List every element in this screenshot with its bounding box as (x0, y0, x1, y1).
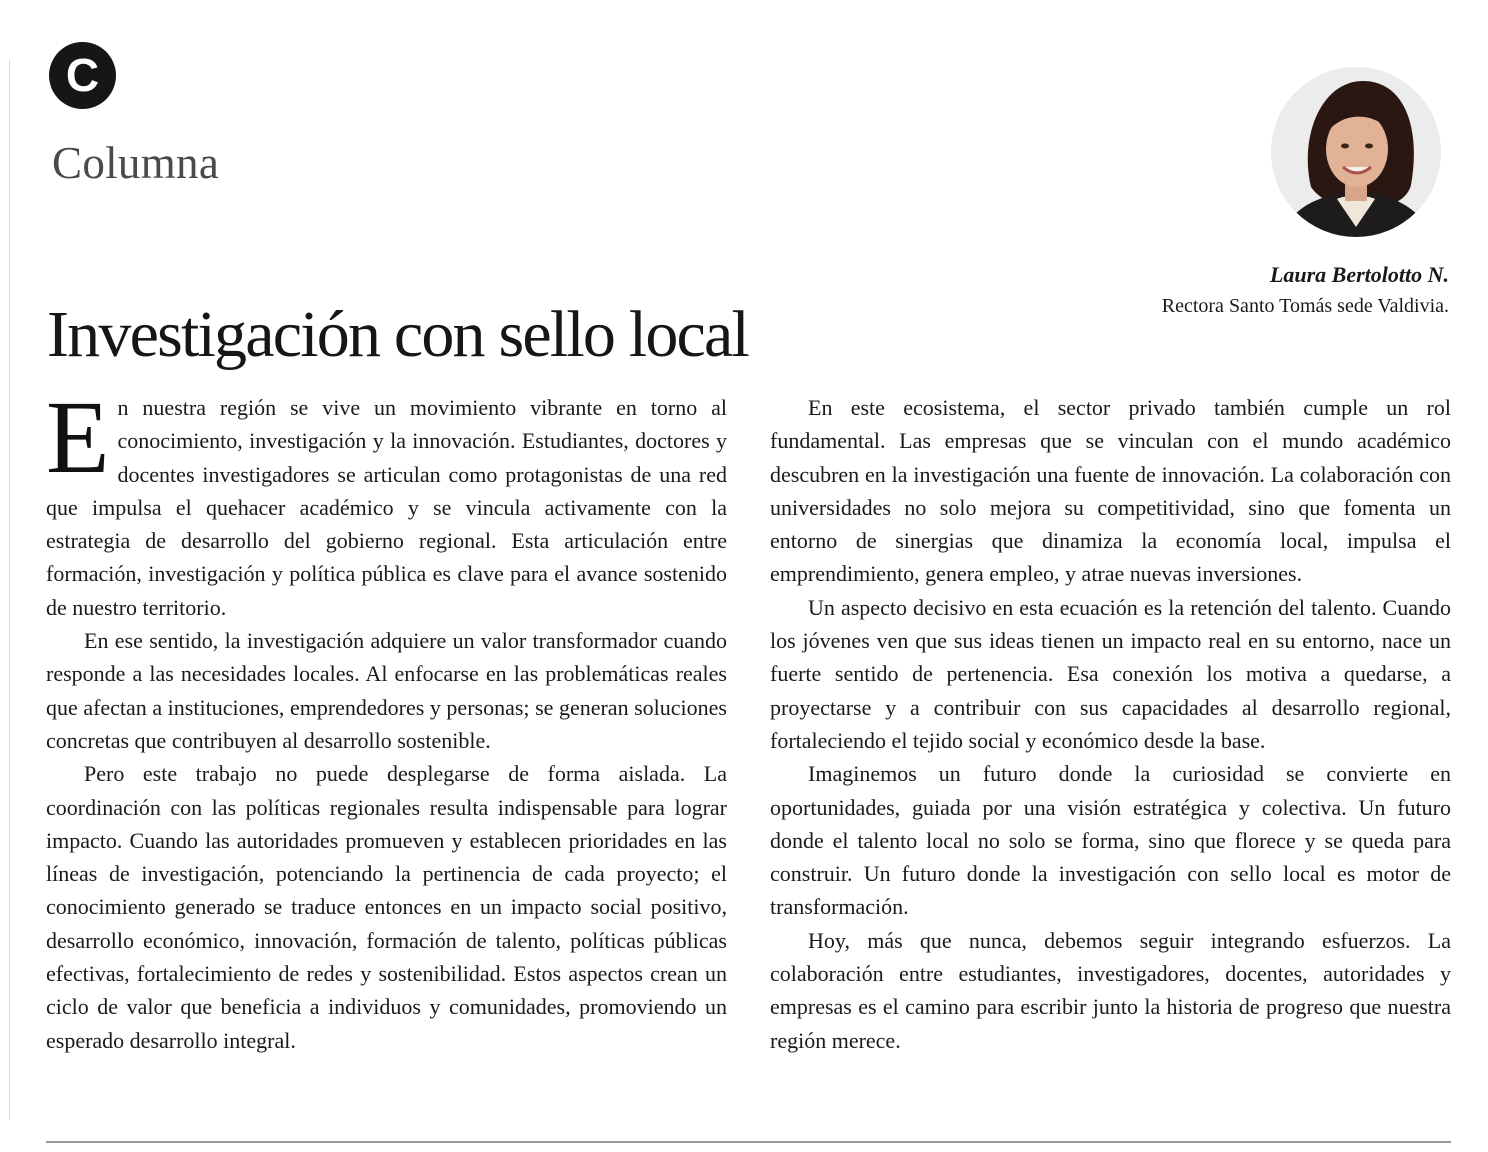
paragraph: Un aspecto decisivo en esta ecuación es la retención del talento. Cuando los jóvenes ven que sus ideas tienen un impacto real en su entorno, nace un fuerte sentido de pertenencia. Esa conexión los motiva a quedarse, a proyectarse y a contribuir con sus capacidades al desarrollo regional, fortaleciendo el tejido social y económico desde la base. (770, 594, 1451, 753)
section-badge: C (49, 42, 116, 109)
left-rule (9, 60, 10, 1120)
column-left (46, 380, 727, 1057)
headline: Investigación con sello local (47, 298, 749, 371)
paragraph: Pero este trabajo no puede desplegarse de forma aislada. La coordinación con las políticas regionales resulta indispensable para lograr impacto. Cuando las autoridades promueven y establecen prioridades en las líneas de investigación, potenciando la pertinencia de cada proyecto; el conocimiento generado se traduce entonces en un impacto social positivo, desarrollo económico, innovación, formación de talento, políticas públicas efectivas, fortalecimiento de redes y sostenibilidad. Estos aspectos crean un ciclo de valor que beneficia a individuos y comunidades, promoviendo un esperado desarrollo integral. (46, 761, 727, 1053)
section-label: Columna (52, 138, 220, 188)
lead-paragraph (46, 380, 727, 624)
paragraph: En ese sentido, la investigación adquiere un valor transformador cuando responde a las necesidades locales. Al enfocarse en las problemáticas reales que afectan a instituciones, emprendedores y personas; se generan soluciones concretas que contribuyen al desarrollo sostenible. (46, 628, 727, 753)
paragraph: Hoy, más que nunca, debemos seguir integrando esfuerzos. La colaboración entre estudiantes, investigadores, docentes, autoridades y empresas es el camino para escribir junto la historia de progreso que nuestra región merece. (770, 927, 1451, 1053)
paragraph: En este ecosistema, el sector privado también cumple un rol fundamental. Las empresas que se vinculan con el mundo académico descubren en la investigación una fuente de innovación. La colaboración con universidades no solo mejora su competitividad, sino que fomenta un entorno de sinergias que dinamiza la economía local, impulsa el emprendimiento, genera empleo, y atrae nuevas inversiones. (770, 395, 1451, 587)
paragraph: Imaginemos un futuro donde la curiosidad se convierte en oportunidades, guiada por una visión estratégica y colectiva. Un futuro donde el talento local no solo se forma, sino que florece y se queda para construir. Un futuro donde la investigación con sello local es motor de transformación. (770, 761, 1451, 920)
column-right (770, 391, 1451, 1057)
author-name: Laura Bertolotto N. (1269, 262, 1449, 287)
author-byline (1162, 260, 1449, 322)
lead-paragraph-text: n nuestra región se vive un movimiento vibrante en torno al conocimiento, investigación y la innovación. Estudiantes, doctores y docentes investigadores se articulan como protagonistas de una red que impulsa el quehacer académico y se vincula activamente con la estrategia de desarrollo del gobierno regional. Esta articulación entre formación, investigación y política pública es clave para el avance sostenido de nuestro territorio. (46, 395, 727, 620)
author-role: Rectora Santo Tomás sede Valdivia. (1161, 295, 1449, 317)
bottom-rule (46, 1141, 1451, 1143)
author-photo (1271, 67, 1441, 237)
drop-cap: E (46, 380, 110, 495)
